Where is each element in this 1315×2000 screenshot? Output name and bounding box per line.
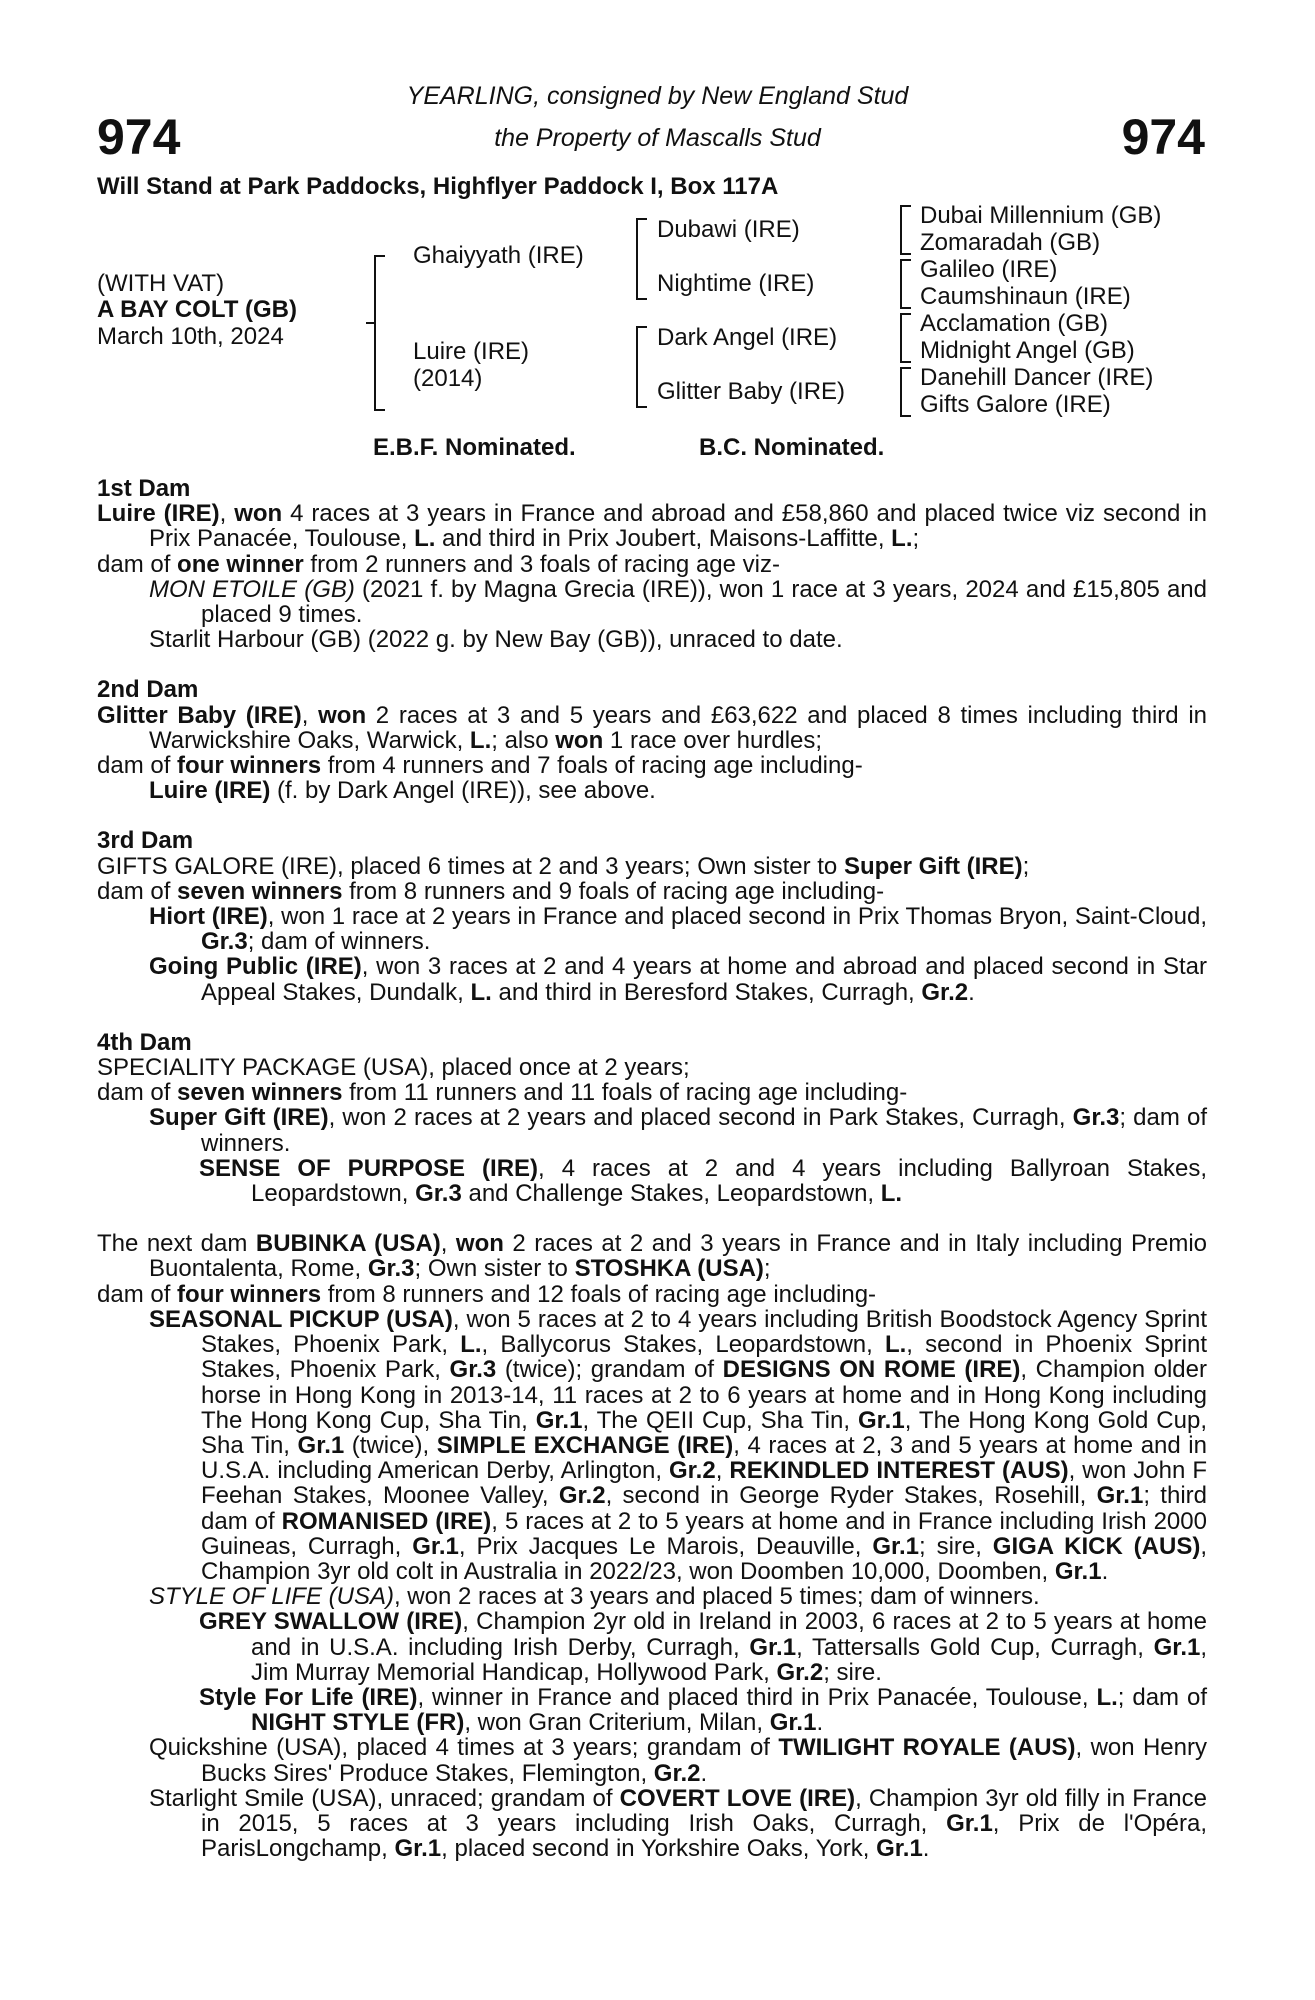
text-run: Super Gift (IRE) — [149, 1104, 329, 1132]
text-run: , Champion older horse in Hong Kong in 2013-14, 11 races at 2 to 6 years at home and in Hong Kong including The Hong Kong Cup, Sha Tin, — [201, 1356, 1207, 1434]
text-run: won — [455, 1230, 504, 1258]
dam-section — [97, 1030, 1207, 1206]
text-run: ; — [763, 1255, 771, 1283]
text-run: 4 races at 3 years in France and abroad and £58,860 and placed twice viz second in Prix Panacée, Toulouse, — [149, 500, 1207, 553]
text-run: MON ETOILE (GB) — [149, 575, 355, 603]
text-run: ; dam of winners. — [201, 1104, 1207, 1157]
text-run: , placed second in Yorkshire Oaks, York, — [441, 1835, 877, 1863]
text-run: ; Own sister to — [414, 1255, 575, 1283]
sire: Ghaiyyath (IRE) — [413, 242, 584, 269]
text-run: four winners — [177, 1280, 322, 1308]
text-run: Hiort (IRE) — [149, 903, 268, 931]
text-run: Style For Life (IRE) — [199, 1683, 418, 1711]
text-run: Starlight Smile (USA), unraced; grandam of — [149, 1784, 620, 1812]
record-paragraph — [97, 1685, 1207, 1735]
text-run: SENSE OF PURPOSE (IRE) — [199, 1154, 539, 1182]
sire-dam: Nightime (IRE) — [657, 270, 815, 297]
dam-sire-sire: Acclamation (GB) — [920, 310, 1109, 337]
text-run: L. — [880, 1180, 903, 1208]
text-run: Luire (IRE) — [97, 500, 220, 528]
text-run: Gr.3 — [1072, 1104, 1120, 1132]
record-paragraph — [97, 1307, 1207, 1584]
text-run: and third in Beresford Stakes, Curragh, — [491, 978, 922, 1006]
text-run: Glitter Baby (IRE) — [97, 701, 302, 729]
dam-section — [97, 476, 1207, 652]
text-run: , Tattersalls Gold Cup, Curragh, — [796, 1633, 1154, 1661]
text-run: ; — [1022, 852, 1030, 880]
pedigree-brace-3d — [900, 367, 911, 417]
text-run: ; — [912, 525, 920, 553]
pedigree-brace-dam — [636, 326, 647, 408]
dam: Luire (IRE) — [413, 338, 530, 365]
text-run: L. — [414, 525, 436, 553]
text-run: (f. by Dark Angel (IRE)), see above. — [270, 777, 656, 805]
text-run: SEASONAL PICKUP (USA) — [149, 1305, 453, 1333]
text-run: and Challenge Stakes, Leopardstown, — [461, 1180, 881, 1208]
text-run: from 8 runners and 9 foals of racing age including- — [342, 877, 885, 905]
sire-sire: Dubawi (IRE) — [657, 216, 800, 243]
text-run: , won 2 races at 3 years and placed 5 times; dam of winners. — [393, 1583, 1040, 1611]
text-run: Starlit Harbour (GB) (2022 g. by New Bay (GB)), unraced to date. — [149, 626, 843, 654]
text-run: Gr.2 — [558, 1482, 606, 1510]
text-run: Gr.1 — [394, 1835, 442, 1863]
text-run: Gr.2 — [669, 1457, 716, 1485]
text-run: Gr.3 — [201, 928, 248, 956]
text-run: Gr.2 — [776, 1658, 824, 1686]
text-run: , — [219, 500, 235, 528]
dam-dam-sire: Danehill Dancer (IRE) — [920, 364, 1154, 391]
brace-point — [366, 322, 376, 324]
text-run: Gr.1 — [412, 1532, 459, 1560]
text-run: ; dam of — [1117, 1683, 1207, 1711]
text-run: , Ballycorus Stakes, Leopardstown, — [481, 1331, 885, 1359]
text-run: COVERT LOVE (IRE) — [619, 1784, 856, 1812]
text-run: The next dam — [97, 1230, 256, 1258]
text-run: Gr.1 — [872, 1532, 920, 1560]
lot-number-left: 974 — [97, 109, 181, 165]
record-paragraph — [97, 1609, 1207, 1685]
pedigree-brace-3b — [900, 259, 911, 309]
text-run: Gr.3 — [415, 1180, 462, 1208]
text-run: L. — [884, 1331, 907, 1359]
text-run: . — [922, 1835, 930, 1863]
vat-note: (WITH VAT) — [97, 270, 225, 297]
sire-dam-dam: Caumshinaun (IRE) — [920, 283, 1131, 310]
text-run: GIFTS GALORE (IRE), placed 6 times at 2 and 3 years; Own sister to — [97, 852, 844, 880]
location-line: Will Stand at Park Paddocks, Highflyer Paddock I, Box 117A — [97, 173, 779, 200]
text-run: L. — [470, 978, 492, 1006]
dam-sire-dam: Midnight Angel (GB) — [920, 337, 1135, 364]
record-paragraph — [97, 577, 1207, 627]
horse-name: A BAY COLT (GB) — [97, 296, 298, 323]
text-run: L. — [460, 1331, 482, 1359]
text-run: Gr.2 — [921, 978, 969, 1006]
text-run: from 8 runners and 12 foals of racing age including- — [321, 1280, 877, 1308]
text-run: . — [816, 1709, 824, 1737]
text-run: ; third dam of — [201, 1482, 1207, 1535]
section-title: 4th Dam — [97, 1028, 192, 1056]
property-line: the Property of Mascalls Stud — [494, 124, 821, 152]
text-run: (twice); grandam of — [496, 1356, 723, 1384]
text-run: . — [968, 978, 975, 1006]
sire-dam-sire: Galileo (IRE) — [920, 256, 1058, 283]
text-run: SIMPLE EXCHANGE (IRE) — [436, 1431, 734, 1459]
text-run: Gr.1 — [1054, 1557, 1102, 1585]
pedigree-brace-sire — [636, 218, 647, 300]
text-run: Gr.1 — [946, 1809, 993, 1837]
text-run: from 2 runners and 3 foals of racing age viz- — [303, 550, 780, 578]
dam-section — [97, 1231, 1207, 1861]
text-run: DESIGNS ON ROME (IRE) — [722, 1356, 1021, 1384]
record-paragraph — [97, 904, 1207, 954]
text-run: STOSHKA (USA) — [574, 1255, 764, 1283]
dam-section — [97, 677, 1207, 803]
record-paragraph — [97, 778, 1207, 803]
text-run: , — [440, 1230, 456, 1258]
section-title: 1st Dam — [97, 475, 191, 502]
record-paragraph — [97, 1786, 1207, 1862]
text-run: seven winners — [177, 1079, 343, 1107]
lot-number-right: 974 — [1121, 109, 1205, 165]
text-run: one winner — [177, 550, 304, 578]
text-run: ROMANISED (IRE) — [281, 1507, 492, 1535]
record-paragraph — [97, 703, 1207, 753]
text-run: , Jim Murray Memorial Handicap, Hollywood Park, — [251, 1633, 1208, 1686]
text-run: Luire (IRE) — [149, 777, 271, 805]
text-run: Super Gift (IRE) — [843, 852, 1023, 880]
text-run: 2 races at 3 and 5 years and £63,622 and placed 8 times including third in Warwickshire Oaks, Warwick, — [149, 701, 1207, 754]
text-run: four winners — [177, 752, 322, 780]
pedigree-brace-3c — [900, 313, 911, 363]
text-run: from 4 runners and 7 foals of racing age including- — [321, 752, 863, 780]
text-run: , 5 races at 2 to 5 years at home and in France including Irish 2000 Guineas, Curragh, — [201, 1507, 1207, 1560]
text-run: REKINDLED INTEREST (AUS) — [729, 1457, 1069, 1485]
record-paragraph — [97, 1231, 1207, 1281]
text-run: , second in Phoenix Sprint Stakes, Phoenix Park, — [201, 1331, 1207, 1384]
text-run: Gr.2 — [653, 1759, 701, 1787]
section-title: 3rd Dam — [97, 827, 194, 855]
dam-dam: Glitter Baby (IRE) — [657, 378, 846, 405]
text-run: BUBINKA (USA) — [255, 1230, 441, 1258]
text-run: , Champion 3yr old filly in France in 2015, 5 races at 3 years including Irish Oaks, Curragh, — [201, 1784, 1207, 1837]
text-run: and third in Prix Joubert, Maisons-Laffitte, — [435, 525, 892, 553]
text-run: , 4 races at 2, 3 and 5 years at home and in U.S.A. including American Derby, Arlington, — [201, 1431, 1207, 1485]
dam-dam-dam: Gifts Galore (IRE) — [920, 391, 1111, 418]
text-run: L. — [1096, 1683, 1118, 1711]
record-paragraph — [97, 1080, 1207, 1105]
text-run: Gr.3 — [449, 1356, 497, 1384]
text-run: . — [1101, 1557, 1109, 1585]
text-run: Gr.1 — [876, 1835, 923, 1863]
record-paragraph — [97, 627, 1207, 652]
text-run: seven winners — [177, 877, 343, 905]
record-paragraph — [97, 1055, 1207, 1080]
text-run: , won 1 race at 2 years in France and placed second in Prix Thomas Bryon, Saint-Cloud, — [267, 903, 1207, 931]
text-run: , won Gran Criterium, Milan, — [464, 1709, 770, 1737]
text-run: , Champion 3yr old colt in Australia in 2022/23, won Doomben 10,000, Doomben, — [201, 1532, 1207, 1585]
text-run: . — [700, 1759, 708, 1787]
text-run: GIGA KICK (AUS) — [992, 1532, 1201, 1560]
text-run: Gr.1 — [297, 1431, 345, 1459]
bc-nomination: B.C. Nominated. — [699, 434, 885, 461]
text-run: L. — [469, 726, 492, 754]
text-run: 2 races at 2 and 3 years in France and in Italy including Premio Buontalenta, Rome, — [149, 1230, 1207, 1283]
dam-section — [97, 828, 1207, 1004]
text-run: won — [234, 500, 283, 528]
text-run: dam of — [97, 752, 178, 780]
text-run: STYLE OF LIFE (USA) — [149, 1583, 394, 1611]
text-run: GREY SWALLOW (IRE) — [199, 1608, 463, 1636]
record-paragraph — [97, 753, 1207, 778]
ebf-nomination: E.B.F. Nominated. — [373, 434, 576, 461]
record-paragraph — [97, 1584, 1207, 1609]
record-paragraph — [97, 879, 1207, 904]
text-run: TWILIGHT ROYALE (AUS) — [778, 1734, 1076, 1762]
text-run: , won 3 races at 2 and 4 years at home and abroad and placed second in Star Appeal Stakes, Dundalk, — [201, 953, 1208, 1006]
section-title: 2nd Dam — [97, 676, 199, 704]
text-run: Gr.1 — [769, 1709, 817, 1737]
text-run: Gr.1 — [1096, 1482, 1144, 1510]
text-run: from 11 runners and 11 foals of racing age including- — [342, 1079, 908, 1107]
text-run: won — [555, 726, 604, 754]
record-paragraph — [97, 954, 1207, 1004]
text-run: dam of — [97, 877, 178, 905]
text-run: ; dam of winners. — [247, 928, 431, 956]
text-run: won — [318, 701, 367, 729]
text-run: Gr.1 — [1153, 1633, 1201, 1661]
dam-year: (2014) — [413, 365, 483, 392]
text-run: dam of — [97, 550, 178, 578]
text-run: , won 2 races at 2 years and placed second in Park Stakes, Curragh, — [328, 1104, 1073, 1132]
record-paragraph — [97, 1105, 1207, 1155]
text-run: , second in George Ryder Stakes, Rosehill, — [605, 1482, 1097, 1510]
text-run: Gr.3 — [367, 1255, 415, 1283]
record-paragraph — [97, 1282, 1207, 1307]
text-run: Quickshine (USA), placed 4 times at 3 years; grandam of — [149, 1734, 779, 1762]
text-run: NIGHT STYLE (FR) — [251, 1709, 465, 1737]
record-paragraph — [97, 1735, 1207, 1785]
text-run: , Champion 2yr old in Ireland in 2003, 6 races at 2 to 5 years at home and in U.S.A. including Irish Derby, Curragh, — [251, 1608, 1208, 1661]
text-run: , Prix de l'Opéra, ParisLongchamp, — [201, 1809, 1207, 1863]
text-run: (twice), — [344, 1431, 437, 1459]
produce-record — [97, 476, 1207, 1861]
text-run: SPECIALITY PACKAGE (USA), placed once at 2 years; — [97, 1054, 690, 1082]
text-run: L. — [891, 525, 913, 553]
text-run: dam of — [97, 1079, 178, 1107]
text-run: , — [301, 701, 319, 729]
text-run: (2021 f. by Magna Grecia (IRE)), won 1 race at 3 years, 2024 and £15,805 and placed 9 times. — [201, 575, 1207, 629]
record-paragraph — [97, 552, 1207, 577]
record-paragraph — [97, 854, 1207, 879]
sire-sire-sire: Dubai Millennium (GB) — [920, 202, 1162, 229]
text-run: , winner in France and placed third in Prix Panacée, Toulouse, — [417, 1683, 1097, 1711]
text-run: , The QEII Cup, Sha Tin, — [582, 1406, 858, 1434]
pedigree-brace-3a — [900, 205, 911, 255]
text-run: 1 race over hurdles; — [603, 726, 823, 754]
sire-sire-dam: Zomaradah (GB) — [920, 229, 1101, 256]
record-paragraph — [97, 1156, 1207, 1206]
text-run: , 4 races at 2 and 4 years including Ballyroan Stakes, Leopardstown, — [251, 1154, 1207, 1208]
pedigree-brace-main — [374, 255, 385, 411]
text-run: , won John F Feehan Stakes, Moonee Valley, — [201, 1457, 1207, 1510]
text-run: Gr.1 — [535, 1406, 583, 1434]
text-run: dam of — [97, 1280, 178, 1308]
text-run: , — [715, 1457, 730, 1485]
text-run: , Prix Jacques Le Marois, Deauville, — [458, 1532, 873, 1560]
text-run: Gr.1 — [858, 1406, 905, 1434]
text-run: ; sire, — [919, 1532, 993, 1560]
text-run: , won Henry Bucks Sires' Produce Stakes, Flemington, — [201, 1734, 1207, 1787]
dam-sire: Dark Angel (IRE) — [657, 324, 838, 351]
text-run: Gr.1 — [749, 1633, 797, 1661]
text-run: Going Public (IRE) — [149, 953, 362, 981]
record-paragraph — [97, 501, 1207, 551]
text-run: , The Hong Kong Gold Cup, Sha Tin, — [201, 1406, 1207, 1459]
text-run: ; also — [491, 726, 556, 754]
date-of-birth: March 10th, 2024 — [97, 323, 284, 350]
consignment-line: YEARLING, consigned by New England Stud — [406, 82, 909, 110]
text-run: , won 5 races at 2 to 4 years including British Boodstock Agency Sprint Stakes, Phoenix Park, — [201, 1305, 1208, 1359]
text-run: ; sire. — [823, 1658, 882, 1686]
